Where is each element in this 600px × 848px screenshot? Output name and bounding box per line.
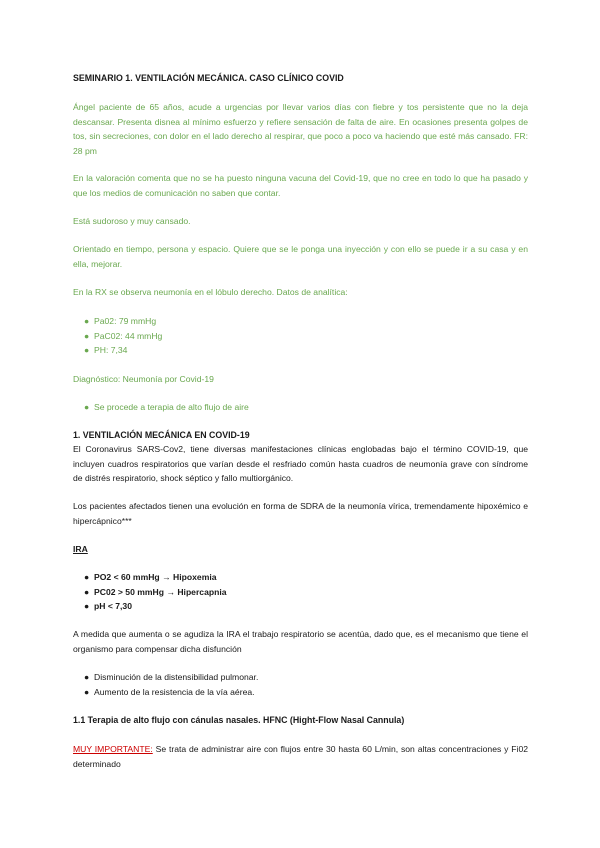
bullet-icon: ●	[84, 586, 90, 597]
section-1-paragraph-3: A medida que aumenta o se agudiza la IRA el trabajo respiratorio se acentúa, dado que, es el mecanismo que tiene el organismo para compensar dicha disfunción	[73, 629, 528, 654]
ira-label: IRA	[73, 544, 88, 554]
bullet-icon: ●	[84, 345, 90, 355]
case-paragraph-3: Está sudoroso y muy cansado.	[73, 216, 191, 226]
case-paragraph-4: Orientado en tiempo, persona y espacio. Quiere que se le ponga una inyección y con ello se puede ir a su casa y en ella, mejorar.	[73, 244, 528, 269]
section-1-paragraph-2: Los pacientes afectados tienen una evolución en forma de SDRA de la neumonía vírica, tremendamente hipoxémico e hipercápnico***	[73, 501, 528, 526]
plan-list	[73, 400, 523, 415]
list-item: ● PaC02: 44 mmHg	[73, 329, 523, 344]
section-1-heading: 1. VENTILACIÓN MECÁNICA EN COVID-19	[73, 430, 250, 440]
list-item: ● PC02 > 50 mmHg → Hipercapnia	[73, 585, 523, 600]
important-label: MUY IMPORTANTE:	[73, 744, 153, 754]
bullet-icon: ●	[84, 672, 90, 682]
causes-list	[73, 670, 523, 699]
important-text: Se trata de administrar aire con flujos entre 30 hasta 60 L/min, son altas concentraciones y Fi02 determinado	[73, 744, 528, 769]
lab-results-list	[73, 314, 523, 358]
bullet-icon: ●	[84, 572, 90, 582]
case-paragraph-5: En la RX se observa neumonía en el lóbulo derecho. Datos de analítica:	[73, 287, 348, 297]
section-1-paragraph-1: El Coronavirus SARS-Cov2, tiene diversas manifestaciones clínicas englobadas bajo el término COVID-19, que incluyen cuadros respiratorios que varían desde el resfriado común hasta cuadros de neumonía grave con síndrome de distrés respiratorio, shock séptico y fallo multiorgánico.	[73, 444, 528, 483]
bullet-icon: ●	[84, 402, 90, 412]
list-item: ● Pa02: 79 mmHg	[73, 314, 523, 329]
ira-criteria-list	[73, 570, 523, 614]
seminar-title: SEMINARIO 1. VENTILACIÓN MECÁNICA. CASO CLÍNICO COVID	[73, 73, 344, 83]
section-1-1-heading: 1.1 Terapia de alto flujo con cánulas nasales. HFNC (Hight-Flow Nasal Cannula)	[73, 715, 405, 725]
bullet-icon: ●	[84, 686, 90, 697]
list-item: ● pH < 7,30	[73, 599, 523, 614]
list-item: ● Aumento de la resistencia de la vía aérea.	[73, 685, 523, 700]
diagnosis: Diagnóstico: Neumonía por Covid-19	[73, 374, 214, 384]
important-note	[73, 742, 528, 771]
case-paragraph-2: En la valoración comenta que no se ha puesto ninguna vacuna del Covid-19, que no cree en todo lo que ha pasado y que los medios de comunicación no saben que contar.	[73, 173, 528, 198]
bullet-icon: ●	[84, 316, 90, 326]
list-item: ● PH: 7,34	[73, 343, 523, 358]
list-item: ● Se procede a terapia de alto flujo de aire	[73, 400, 523, 415]
list-item: ● PO2 < 60 mmHg → Hipoxemia	[73, 570, 523, 585]
bullet-icon: ●	[84, 601, 90, 611]
bullet-icon: ●	[84, 330, 90, 341]
list-item: ● Disminución de la distensibilidad pulmonar.	[73, 670, 523, 685]
case-paragraph-1: Ángel paciente de 65 años, acude a urgencias por llevar varios días con fiebre y tos persistente que no la deja descansar. Presenta disnea al mínimo esfuerzo y refiere sensación de falta de aire. En ocasiones presenta golpes de tos, sin secreciones, con dolor en el lado derecho al respirar, que poco a poco va haciendo que esté más cansado. FR: 28 pm	[73, 102, 528, 156]
